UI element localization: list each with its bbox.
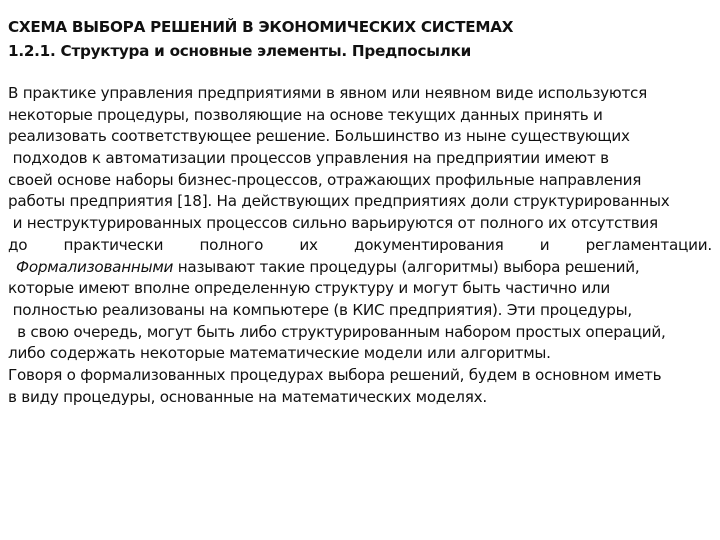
justified-word: полного — [199, 235, 264, 254]
text-line-4: подходов к автоматизации процессов управления на предприятии имеют в — [8, 149, 609, 168]
section-title: СХЕМА ВЫБОРА РЕШЕНИЙ В ЭКОНОМИЧЕСКИХ СИСТЕМАХ — [8, 18, 514, 36]
text-line-10: которые имеют вполне определенную структуру и могут быть частично или — [8, 279, 611, 298]
justified-word: до — [8, 235, 28, 254]
formalized-term: Формализованными — [16, 257, 174, 276]
justified-word: их — [299, 235, 318, 254]
text-line-2: некоторые процедуры, позволяющие на основе текущих данных принять и — [8, 105, 603, 124]
text-line-7: и неструктурированных процессов сильно варьируются от полного их отсутствия — [8, 214, 658, 233]
justified-word: практически — [63, 235, 164, 254]
formalized-definition: называют такие процедуры (алгоритмы) выбора решений, — [173, 257, 640, 276]
text-line-6: работы предприятия [18]. На действующих предприятиях доли структурированных — [8, 192, 670, 211]
text-line-12: в свою очередь, могут быть либо структурированным набором простых операций, — [8, 322, 666, 341]
text-line-3: реализовать соответствующее решение. Большинство из ныне существующих — [8, 127, 630, 146]
text-line-11: полностью реализованы на компьютере (в КИС предприятия). Эти процедуры, — [8, 300, 632, 319]
text-line-15: в виду процедуры, основанные на математических моделях. — [8, 387, 487, 406]
slide-heading — [8, 15, 708, 63]
justified-word: и — [539, 235, 550, 254]
text-line-9 — [8, 257, 712, 279]
justified-word: регламентации. — [585, 235, 712, 254]
section-subtitle: 1.2.1. Структура и основные элементы. Предпосылки — [8, 42, 472, 60]
text-line-8-justified — [8, 235, 712, 257]
text-line-13: либо содержать некоторые математические модели или алгоритмы. — [8, 344, 551, 363]
text-line-1: В практике управления предприятиями в явном или неявном виде используются — [8, 84, 648, 102]
body-text — [8, 83, 712, 408]
justified-word: документирования — [354, 235, 504, 254]
text-line-14: Говоря о формализованных процедурах выбора решений, будем в основном иметь — [8, 365, 662, 384]
text-line-5: своей основе наборы бизнес-процессов, отражающих профильные направления — [8, 170, 642, 189]
